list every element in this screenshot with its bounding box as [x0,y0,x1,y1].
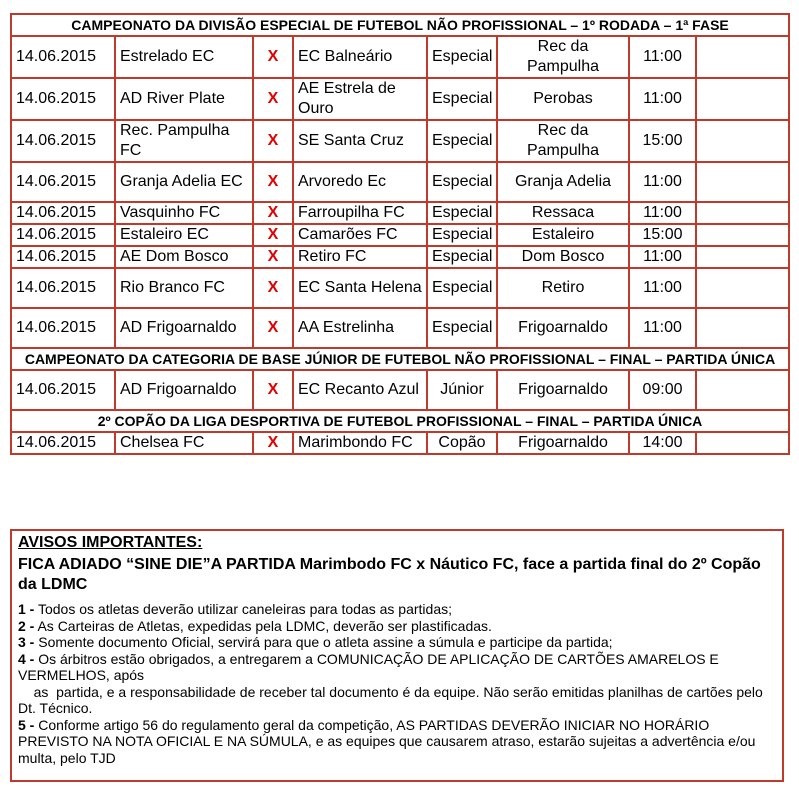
match-category: Especial [427,162,497,202]
away-team: EC Santa Helena [293,268,427,308]
away-team: Arvoredo Ec [293,162,427,202]
blank-cell [696,120,789,162]
match-category: Copão [427,432,497,454]
notice-item-number: 2 - [18,617,35,634]
match-row [11,308,789,348]
blank-cell [696,36,789,78]
match-venue: Frigoarnaldo [497,308,629,348]
versus-mark: X [253,224,293,246]
match-row [11,224,789,246]
blank-cell [696,308,789,348]
match-venue: Ressaca [497,202,629,224]
home-team: Chelsea FC [115,432,253,454]
home-team: AD Frigoarnaldo [115,370,253,410]
away-team: AA Estrelinha [293,308,427,348]
notice-item-text: As Carteiras de Atletas, expedidas pela LDMC, deverão ser plastificadas. [37,617,492,634]
away-team: AE Estrela de Ouro [293,78,427,120]
match-venue: Frigoarnaldo [497,432,629,454]
notice-item-text: Os árbitros estão obrigados, a entregarem a COMUNICAÇÃO DE APLICAÇÃO DE CARTÕES AMARELOS E VERMELHOS, após [18,650,723,683]
match-time: 11:00 [629,36,696,78]
section-title: CAMPEONATO DA DIVISÃO ESPECIAL DE FUTEBOL NÃO PROFISSIONAL – 1º RODADA – 1ª FASE [11,14,789,36]
schedule-table [10,13,790,455]
match-date: 14.06.2015 [11,224,115,246]
match-row [11,370,789,410]
match-time: 14:00 [629,432,696,454]
blank-cell [696,268,789,308]
versus-mark: X [253,202,293,224]
match-date: 14.06.2015 [11,308,115,348]
match-venue: Rec da Pampulha [497,120,629,162]
match-date: 14.06.2015 [11,78,115,120]
match-category: Especial [427,36,497,78]
match-venue: Perobas [497,78,629,120]
match-date: 14.06.2015 [11,246,115,268]
home-team: AE Dom Bosco [115,246,253,268]
versus-mark: X [253,120,293,162]
notice-box [10,529,784,782]
match-category: Júnior [427,370,497,410]
blank-cell [696,224,789,246]
match-category: Especial [427,120,497,162]
home-team: Estaleiro EC [115,224,253,246]
match-category: Especial [427,246,497,268]
match-category: Especial [427,78,497,120]
notice-item [18,618,776,635]
notice-item-text: as partida, e a responsabilidade de receber tal documento é da equipe. Não serão emitidas planilhas de cartões pelo Dt. Técnico. [18,683,767,716]
notice-item-text: Conforme artigo 56 do regulamento geral da competição, AS PARTIDAS DEVERÃO INICIAR NO HORÁRIO PREVISTO NA NOTA OFICIAL E NA SÚMULA, e as equipes que causarem atraso, estarão sujeitas a advertência e/ou multa, pelo TJD [18,716,760,766]
notice-item-number: 4 - [18,650,35,667]
notice-item-number: 1 - [18,601,35,617]
versus-mark: X [253,268,293,308]
match-time: 11:00 [629,246,696,268]
match-time: 15:00 [629,120,696,162]
blank-cell [696,162,789,202]
away-team: Retiro FC [293,246,427,268]
match-row [11,78,789,120]
match-row [11,162,789,202]
match-time: 11:00 [629,268,696,308]
blank-cell [696,432,789,454]
blank-cell [696,78,789,120]
notice-item [18,684,776,717]
match-venue: Retiro [497,268,629,308]
match-date: 14.06.2015 [11,120,115,162]
home-team: AD River Plate [115,78,253,120]
section-title: 2º COPÃO DA LIGA DESPORTIVA DE FUTEBOL PROFISSIONAL – FINAL – PARTIDA ÚNICA [11,410,789,432]
versus-mark: X [253,246,293,268]
match-venue: Rec da Pampulha [497,36,629,78]
match-time: 11:00 [629,308,696,348]
versus-mark: X [253,370,293,410]
notice-title: AVISOS IMPORTANTES: [18,534,203,551]
match-date: 14.06.2015 [11,202,115,224]
home-team: AD Frigoarnaldo [115,308,253,348]
home-team: Rec. Pampulha FC [115,120,253,162]
match-venue: Granja Adelia [497,162,629,202]
away-team: SE Santa Cruz [293,120,427,162]
notice-item [18,634,776,651]
versus-mark: X [253,36,293,78]
match-venue: Estaleiro [497,224,629,246]
away-team: Camarões FC [293,224,427,246]
match-date: 14.06.2015 [11,268,115,308]
match-row [11,36,789,78]
match-row [11,432,789,454]
match-time: 09:00 [629,370,696,410]
versus-mark: X [253,432,293,454]
match-date: 14.06.2015 [11,432,115,454]
home-team: Granja Adelia EC [115,162,253,202]
blank-cell [696,202,789,224]
match-date: 14.06.2015 [11,370,115,410]
match-row [11,268,789,308]
blank-cell [696,246,789,268]
match-date: 14.06.2015 [11,162,115,202]
notice-item [18,601,776,618]
home-team: Vasquinho FC [115,202,253,224]
notice-item-text: Somente documento Oficial, servirá para que o atleta assine a súmula e participe da partida; [38,634,613,650]
home-team: Estrelado EC [115,36,253,78]
match-category: Especial [427,224,497,246]
away-team: Farroupilha FC [293,202,427,224]
blank-cell [696,370,789,410]
match-category: Especial [427,268,497,308]
section-title: CAMPEONATO DA CATEGORIA DE BASE JÚNIOR DE FUTEBOL NÃO PROFISSIONAL – FINAL – PARTIDA ÚNICA [11,348,789,370]
match-row [11,120,789,162]
notice-items [18,601,776,766]
schedule-wrapper [10,13,788,455]
match-venue: Dom Bosco [497,246,629,268]
match-date: 14.06.2015 [11,36,115,78]
match-category: Especial [427,202,497,224]
match-row [11,202,789,224]
home-team: Rio Branco FC [115,268,253,308]
match-time: 11:00 [629,162,696,202]
notice-lead: FICA ADIADO “SINE DIE”A PARTIDA Marimbodo FC x Náutico FC, face a partida final do 2º Copão da LDMC [18,556,761,593]
away-team: Marimbondo FC [293,432,427,454]
versus-mark: X [253,308,293,348]
versus-mark: X [253,78,293,120]
notice-item-number: 5 - [18,716,35,733]
match-time: 11:00 [629,202,696,224]
match-time: 11:00 [629,78,696,120]
match-time: 15:00 [629,224,696,246]
versus-mark: X [253,162,293,202]
match-category: Especial [427,308,497,348]
notice-item-number: 3 - [18,634,35,650]
match-row [11,246,789,268]
away-team: EC Recanto Azul [293,370,427,410]
notice-item [18,717,776,767]
match-venue: Frigoarnaldo [497,370,629,410]
notice-item-text: Todos os atletas deverão utilizar caneleiras para todas as partidas; [37,601,452,617]
notice-item [18,651,776,684]
away-team: EC Balneário [293,36,427,78]
